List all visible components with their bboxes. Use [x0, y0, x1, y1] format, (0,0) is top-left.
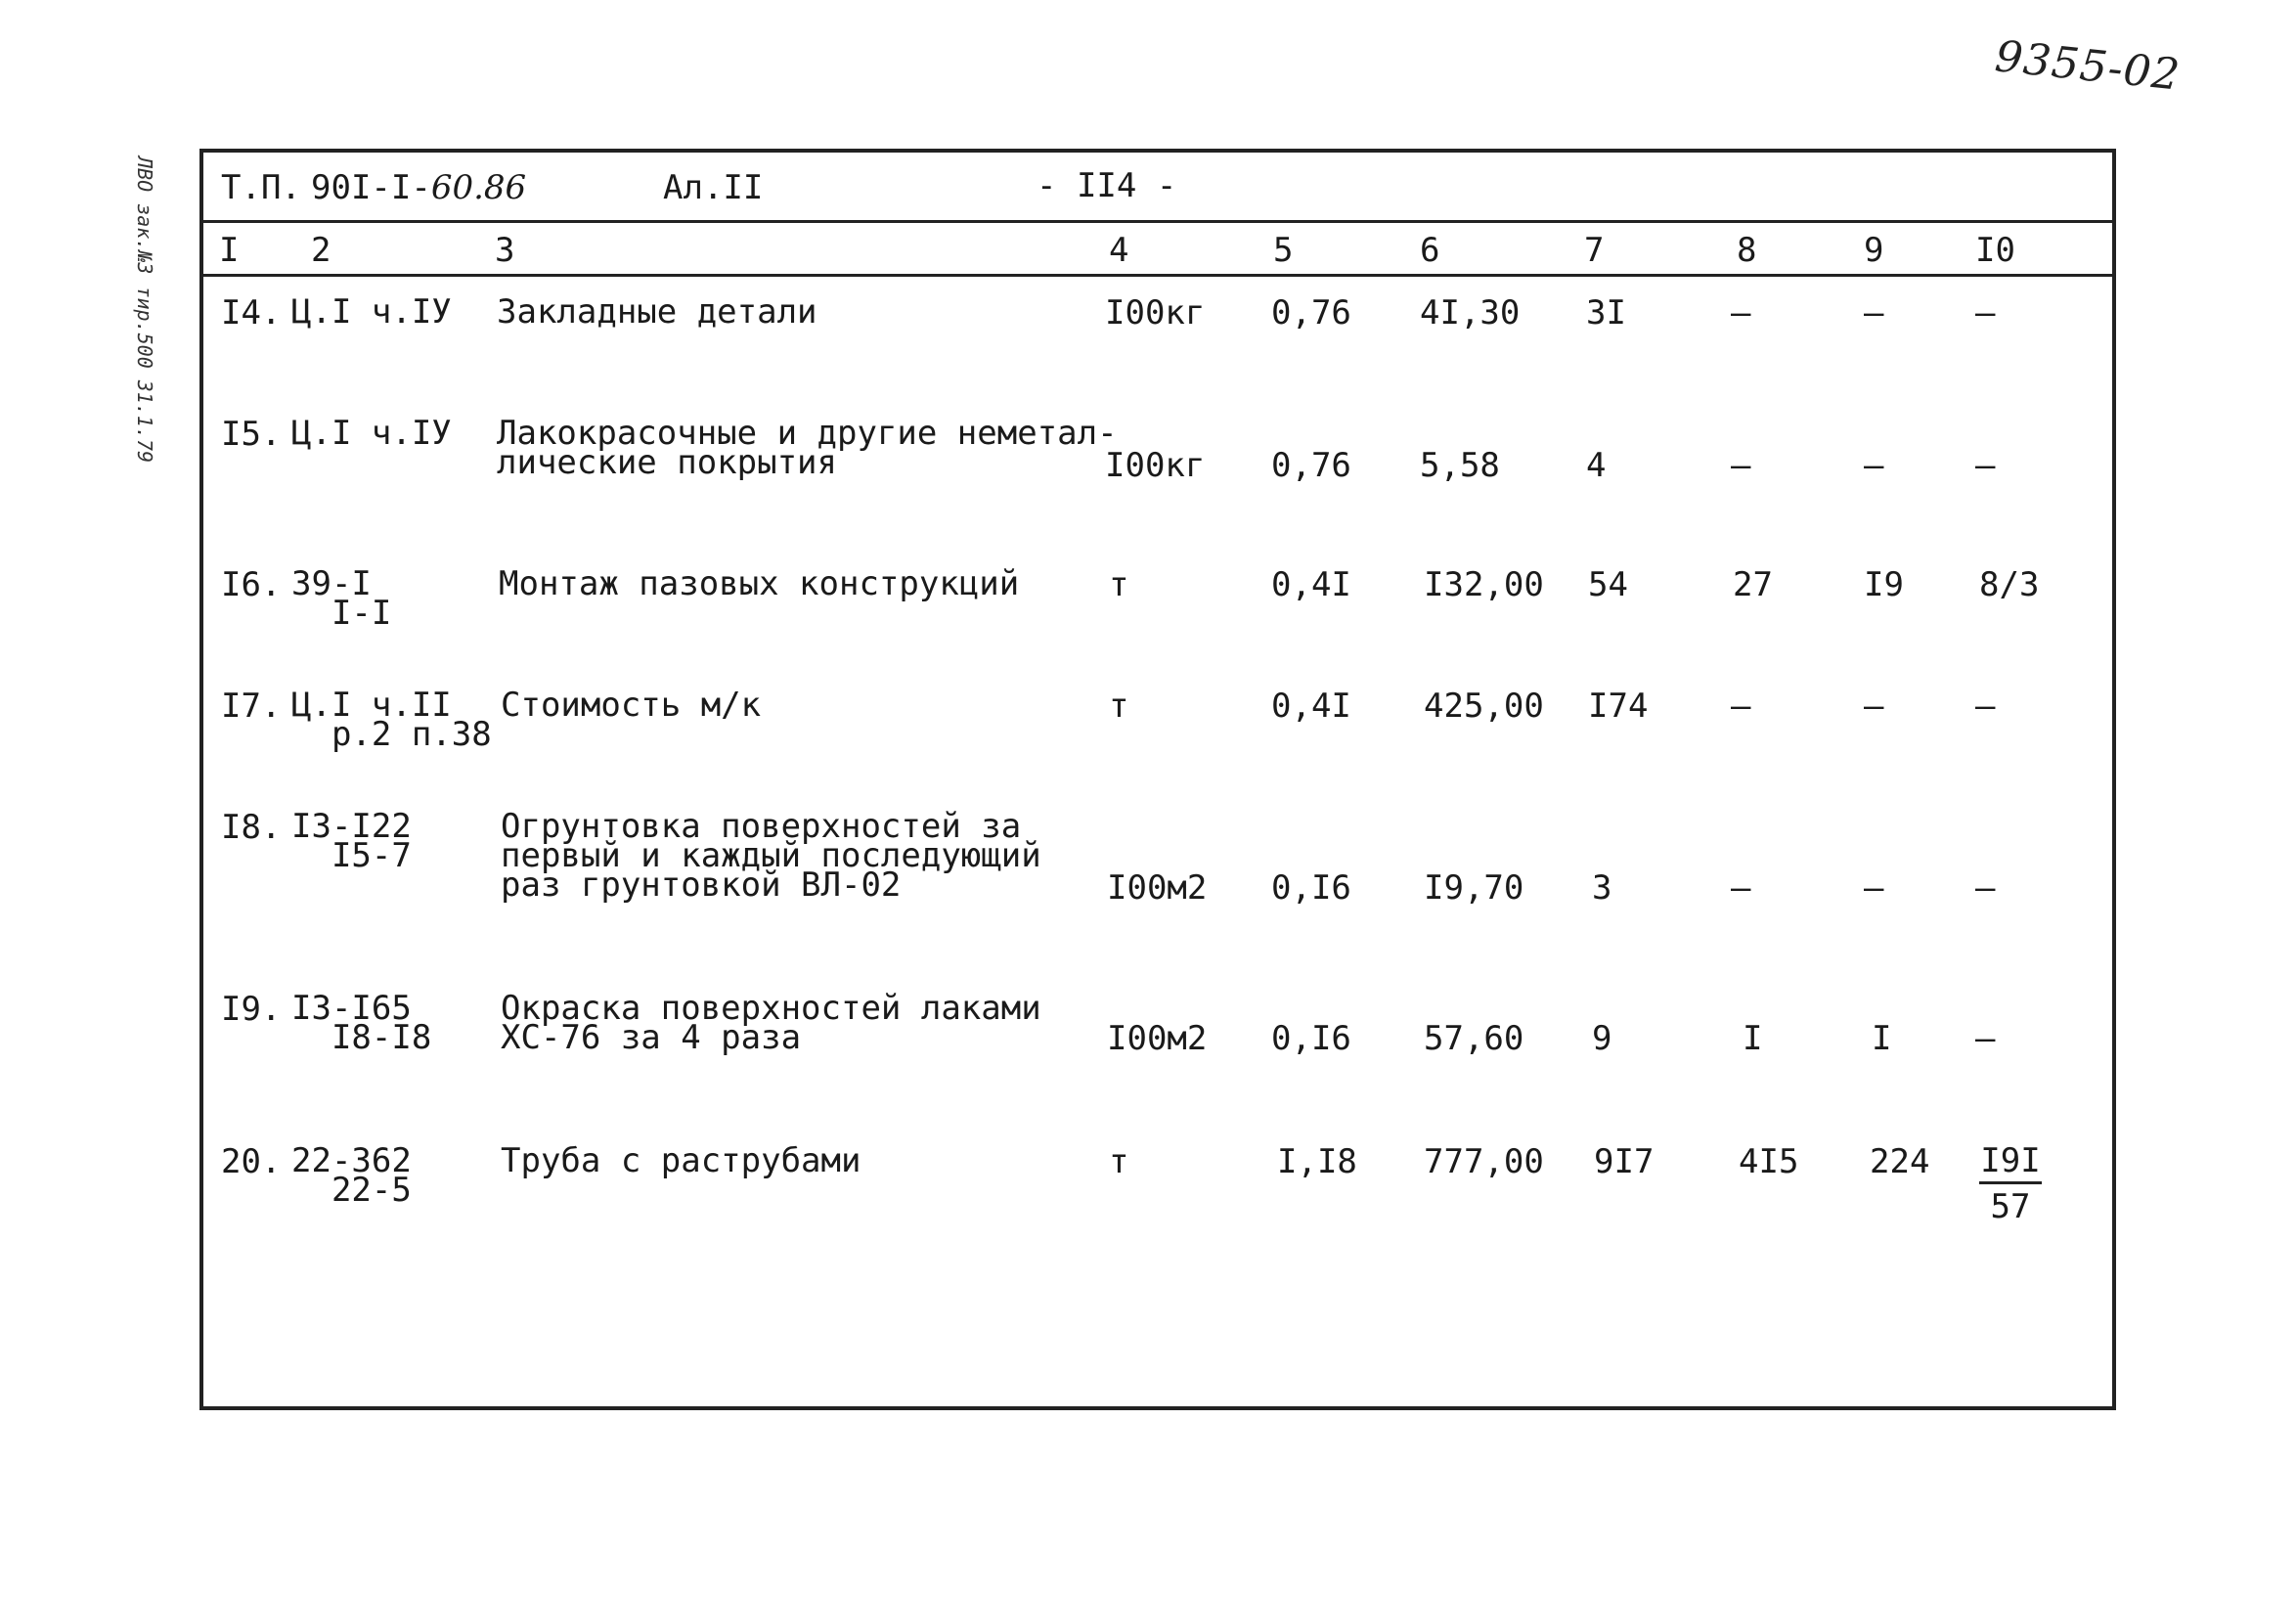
row-reference: 22-362 22-5: [291, 1141, 412, 1210]
row-col8: 4I5: [1739, 1142, 1799, 1181]
row-name: Лакокрасочные и другие неметал- лические покрытия: [497, 414, 1118, 482]
row-col10: –: [1975, 1019, 1996, 1058]
row-unit: т: [1109, 687, 1129, 726]
col-header-2: 2: [311, 231, 331, 270]
col-header-9: 9: [1864, 231, 1884, 270]
row-number: 20.: [221, 1142, 282, 1181]
row-name: Огрунтовка поверхностей за первый и каждый последующий раз грунтовкой ВЛ-02: [501, 807, 1041, 905]
row-col9: –: [1864, 687, 1884, 726]
doc-code-handwritten: 60.86: [430, 168, 527, 207]
row-price: 5,58: [1420, 446, 1500, 485]
row-name: Труба с раструбами: [501, 1141, 861, 1180]
row-unit: т: [1109, 565, 1129, 604]
row-name: Монтаж пазовых конструкций: [499, 564, 1020, 603]
row-col10: 8/3: [1979, 565, 2040, 604]
row-col7: 9I7: [1594, 1142, 1655, 1181]
row-unit: т: [1109, 1142, 1129, 1181]
row-col10: –: [1975, 687, 1996, 726]
row-col8: –: [1731, 446, 1751, 485]
row-name: Стоимость м/к: [501, 686, 762, 725]
row-col8: 27: [1733, 565, 1773, 604]
row-unit: I00м2: [1107, 868, 1208, 908]
archive-code: 9355-02: [1992, 31, 2183, 101]
row-number: I6.: [221, 565, 282, 604]
row-reference: Ц.I ч.IУ: [291, 292, 452, 332]
row-quantity: 0,4I: [1271, 687, 1351, 726]
col-header-5: 5: [1273, 231, 1294, 270]
row-reference: Ц.I ч.IУ: [291, 414, 452, 453]
row-number: I8.: [221, 808, 282, 847]
doc-code-prefix: 90I-I-: [311, 168, 431, 207]
row-col8: –: [1731, 687, 1751, 726]
album-label: Ал.II: [663, 168, 764, 207]
row-col7: I74: [1588, 687, 1649, 726]
row-col9: –: [1864, 293, 1884, 333]
row-quantity: 0,I6: [1271, 1019, 1351, 1058]
row-quantity: 0,76: [1271, 446, 1351, 485]
col-header-8: 8: [1737, 231, 1757, 270]
col-header-6: 6: [1420, 231, 1440, 270]
row-quantity: 0,4I: [1271, 565, 1351, 604]
row-quantity: 0,I6: [1271, 868, 1351, 908]
side-stamp-text: ЛВО зак.№3 тир.500 31.1.79: [133, 156, 156, 464]
row-number: I4.: [221, 293, 282, 333]
row-unit: I00кг: [1105, 293, 1206, 333]
row-quantity: I,I8: [1277, 1142, 1357, 1181]
col-header-3: 3: [495, 231, 515, 270]
row-reference: Ц.I ч.II р.2 п.38: [291, 686, 492, 754]
row-reference: I3-I65 I8-I8: [291, 989, 432, 1057]
col-header-7: 7: [1584, 231, 1605, 270]
row-col10: –: [1975, 293, 1996, 333]
fraction-denominator: 57: [1990, 1187, 2031, 1226]
row-col9: –: [1864, 868, 1884, 908]
row-col10: –: [1975, 868, 1996, 908]
row-col10-fraction: [1979, 1142, 2042, 1225]
row-price: 777,00: [1424, 1142, 1544, 1181]
col-header-10: I0: [1975, 231, 2015, 270]
row-price: I32,00: [1424, 565, 1544, 604]
row-col10: –: [1975, 446, 1996, 485]
row-number: I5.: [221, 415, 282, 454]
doc-code: [311, 168, 527, 207]
row-price: 4I,30: [1420, 293, 1521, 333]
row-col7: 3I: [1586, 293, 1626, 333]
page-number: - II4 -: [1037, 166, 1177, 205]
header-divider: [199, 220, 2116, 223]
row-number: I7.: [221, 687, 282, 726]
col-header-1: I: [219, 231, 240, 270]
side-stamp: [129, 156, 168, 489]
row-unit: I00кг: [1105, 446, 1206, 485]
row-name: Закладные детали: [497, 292, 817, 332]
row-price: 57,60: [1424, 1019, 1524, 1058]
row-col7: 3: [1592, 868, 1612, 908]
row-unit: I00м2: [1107, 1019, 1208, 1058]
row-col9: 224: [1870, 1142, 1930, 1181]
row-col8: –: [1731, 868, 1751, 908]
doc-type: Т.П.: [221, 168, 301, 207]
row-quantity: 0,76: [1271, 293, 1351, 333]
fraction-numerator: I9I: [1979, 1142, 2042, 1184]
row-col7: 54: [1588, 565, 1628, 604]
row-col8: –: [1731, 293, 1751, 333]
row-price: 425,00: [1424, 687, 1544, 726]
row-price: I9,70: [1424, 868, 1524, 908]
row-reference: 39-I I-I: [291, 564, 392, 633]
row-number: I9.: [221, 990, 282, 1029]
row-name: Окраска поверхностей лаками ХС-76 за 4 раза: [501, 989, 1041, 1057]
table-frame: [199, 149, 2116, 1410]
row-reference: I3-I22 I5-7: [291, 807, 412, 875]
row-col7: 4: [1586, 446, 1607, 485]
column-header-divider: [199, 274, 2116, 277]
row-col7: 9: [1592, 1019, 1612, 1058]
col-header-4: 4: [1109, 231, 1129, 270]
row-col9: –: [1864, 446, 1884, 485]
row-col9: I9: [1864, 565, 1904, 604]
row-col8: I: [1743, 1019, 1763, 1058]
row-col9: I: [1872, 1019, 1892, 1058]
